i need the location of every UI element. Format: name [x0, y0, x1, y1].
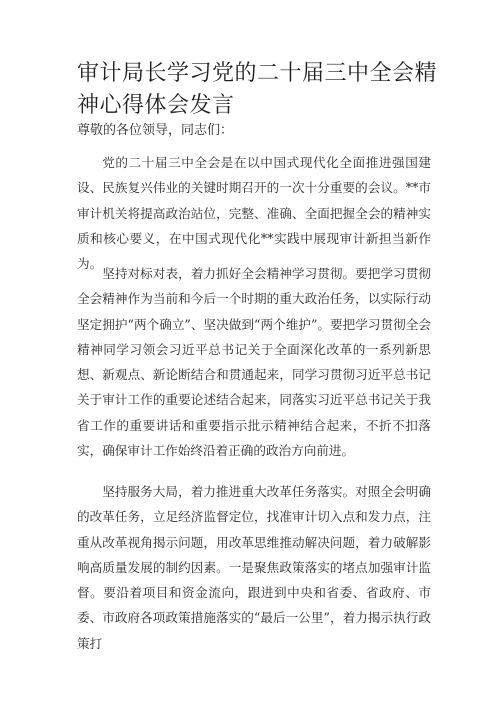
salutation: 尊敬的各位领导，同志们：	[77, 123, 234, 138]
paragraph-1: 党的二十届三中全会是在以中国式现代化全面推进强国建设、民族复兴伟业的关键时期召开的一次十分重要的会议。**市审计机关将提高政治站位，完整、准确、全面把握全会的精神实质和核心要义，在中国式现代化**实践中展现审计新担当新作为。	[77, 155, 431, 272]
document-title: 审计局长学习党的二十届三中全会精神心得体会发言	[77, 61, 438, 118]
paragraph-2: 坚持对标对表，着力抓好全会精神学习贯彻。要把学习贯彻全会精神作为当前和今后一个时期的重大政治任务，以实际行动坚定拥护“两个确立”、坚决做到“两个维护”。要把学习贯彻全会精神同学习领会习近平总书记关于全面深化改革的一系列新思想、新观点、新论断结合和贯通起来，同学习贯彻习近平总书记关于审计工作的重要论述结合起来，同落实习近平总书记关于我省工作的重要讲话和重要指示批示精神结合起来，不折不扣落实，确保审计工作始终沿着正确的政治方向前进。	[77, 266, 431, 459]
paragraph-3: 坚持服务大局，着力推进重大改革任务落实。对照全会明确的改革任务，立足经济监督定位，找准审计切入点和发力点，注重从改革视角揭示问题，用改革思维推动解决问题，着力破解影响高质量发展的制约因素。一是聚焦政策落实的堵点加强审计监督。要沿着项目和资金流向，跟进到中央和省委、省政府、市委、市政府各项政策措施落实的“最后一公里”，着力揭示执行政策打	[77, 484, 431, 651]
